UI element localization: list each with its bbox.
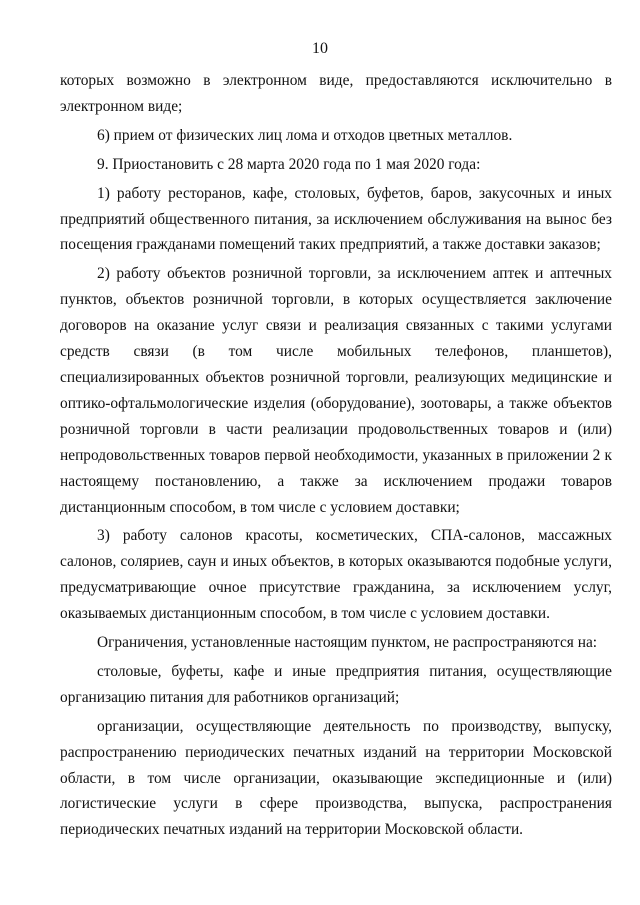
- paragraph-item-2: 2) работу объектов розничной торговли, за исключением аптек и аптечных пунктов, объектов розничной торговли, в которых осуществляется заключение договоров на оказание услуг связи и реализация связанных с такими услугами средств связи (в том числе мобильных телефонов, планшетов), специализированных объектов розничной торговли, реализующих медицинские и оптико-офтальмологические изделия (оборудование), зоотовары, а также объектов розничной торговли в части реализации продовольственных товаров и (или) непродовольственных товаров первой необходимости, указанных в приложении 2 к настоящему постановлению, а также за исключением продажи товаров дистанционным способом, в том числе с условием доставки;: [60, 265, 612, 516]
- paragraph-clause-9: 9. Приостановить с 28 марта 2020 года по 1 мая 2020 года:: [97, 155, 481, 173]
- paragraph-item-6: 6) прием от физических лиц лома и отходов цветных металлов.: [97, 126, 513, 144]
- paragraph-item-1: 1) работу ресторанов, кафе, столовых, буфетов, баров, закусочных и иных предприятий общественного питания, за исключением обслуживания на вынос без посещения гражданами помещений таких предприятий, а также доставки заказов;: [60, 184, 612, 254]
- document-body: [60, 68, 612, 846]
- continuation-paragraph: которых возможно в электронном виде, предоставляются исключительно в электронном виде;: [60, 72, 612, 115]
- page-number: 10: [312, 40, 328, 57]
- paragraph-restrictions: Ограничения, установленные настоящим пунктом, не распространяются на:: [97, 634, 598, 652]
- paragraph-item-3: 3) работу салонов красоты, косметических, СПА-салонов, массажных салонов, соляриев, саун и иных объектов, в которых оказываются подобные услуги, предусматривающие очное присутствие гражданина, за исключением услуг, оказываемых дистанционным способом, в том числе с условием доставки.: [60, 527, 612, 623]
- paragraph-organizations: организации, осуществляющие деятельность по производству, выпуску, распространению периодических печатных изданий на территории Московской области, в том числе организации, оказывающие экспедиционные и (или) логистические услуги в сфере производства, выпуска, распространения периодических печатных изданий на территории Московской области.: [60, 717, 612, 839]
- paragraph-canteens: столовые, буфеты, кафе и иные предприятия питания, осуществляющие организацию питания для работников организаций;: [60, 662, 612, 706]
